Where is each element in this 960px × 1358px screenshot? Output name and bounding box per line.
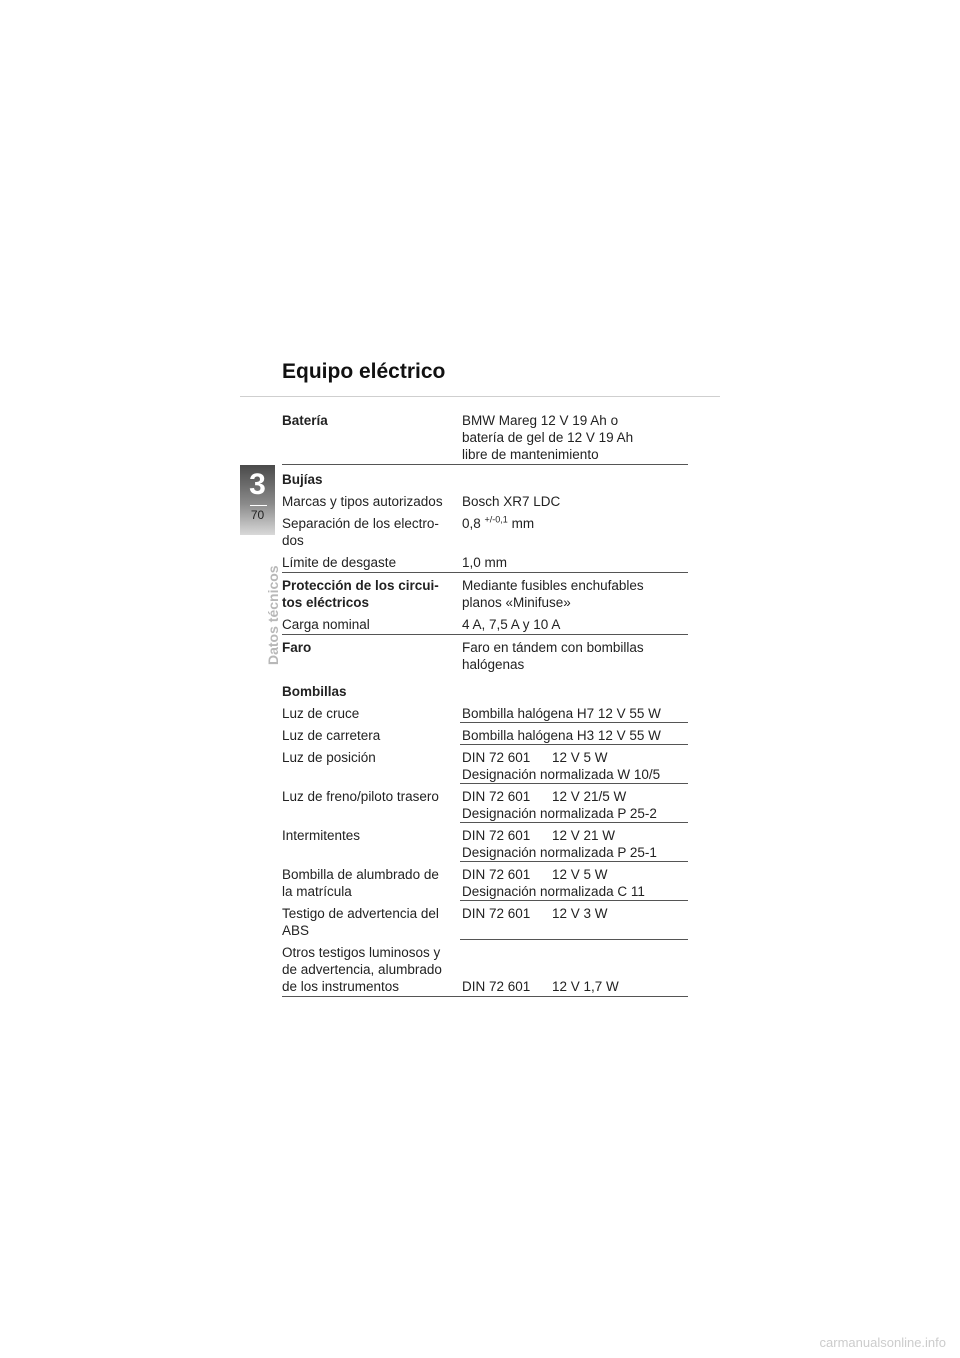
spec-row-other-warnings: Otros testigos luminosos y de advertencia, alumbrado de los instrumentos DIN 72 601 12 V 1,7 W	[282, 940, 688, 997]
spec-label: Batería	[282, 413, 328, 428]
spec-row-circuit-protection: Protección de los circui- tos eléctricos Mediante fusibles enchufables planos «Minifuse»	[282, 578, 644, 610]
spec-row-battery	[282, 412, 688, 465]
section-label: Datos técnicos	[265, 565, 281, 665]
title-divider	[240, 396, 720, 397]
chapter-number: 3	[249, 468, 266, 501]
page-number: 70	[250, 508, 265, 522]
spec-table	[282, 412, 688, 997]
spec-row-indicators: Intermitentes DIN 72 601 12 V 21 W Designación normalizada P 25-1	[282, 823, 688, 862]
spec-heading-spark-plugs: Bujías	[282, 472, 323, 487]
page-title: Equipo eléctrico	[282, 360, 446, 383]
spec-row-high-beam: Luz de carretera Bombilla halógena H3 12 V 55 W	[282, 723, 688, 745]
spec-row-low-beam: Luz de cruce Bombilla halógena H7 12 V 55 W	[282, 700, 688, 723]
spec-row-spark-plug-brand: Marcas y tipos autorizados Bosch XR7 LDC	[282, 494, 561, 509]
spec-row-plate-light: Bombilla de alumbrado de la matrícula DIN 72 601 12 V 5 W Designación normalizada C 11	[282, 862, 688, 901]
chapter-divider	[250, 505, 267, 506]
spec-row-position-light: Luz de posición DIN 72 601 12 V 5 W Designación normalizada W 10/5	[282, 745, 688, 784]
spec-row-electrode-gap: Separación de los electro- dos 0,8 $^{+/-0,1}$ mm	[282, 514, 535, 548]
spec-row-wear-limit: Límite de desgaste 1,0 mm	[282, 549, 688, 573]
spec-row-abs-warning: Testigo de advertencia del ABS DIN 72 601 12 V 3 W	[282, 901, 688, 940]
spec-row-nominal-load: Carga nominal 4 A, 7,5 A y 10 A	[282, 611, 688, 635]
spec-row-brake-light: Luz de freno/piloto trasero DIN 72 601 12 V 21/5 W Designación normalizada P 25-2	[282, 784, 688, 823]
watermark: carmanualsonline.info	[819, 1335, 946, 1350]
chapter-tab	[240, 465, 275, 535]
spec-value: BMW Mareg 12 V 19 Ah o batería de gel de 12 V 19 Ah libre de mantenimiento	[462, 413, 634, 462]
spec-row-headlight: Faro Faro en tándem con bombillas halógenas	[282, 640, 644, 672]
spec-heading-bulbs: Bombillas	[282, 684, 347, 699]
tolerance-superscript: +/-0,1	[484, 514, 508, 525]
